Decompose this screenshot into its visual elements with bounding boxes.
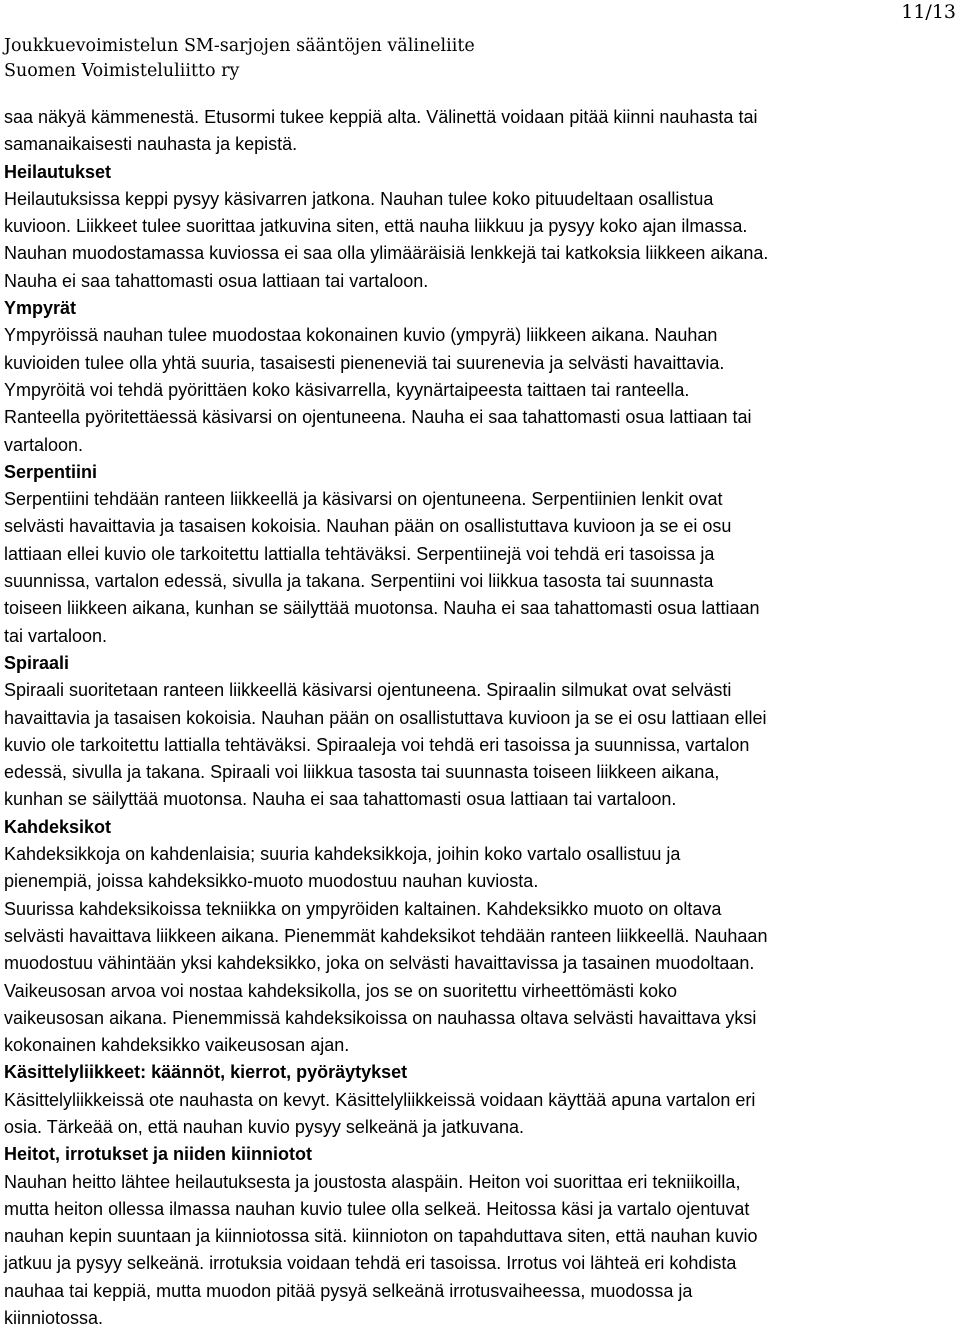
body-text-line: Käsittelyliikkeissä ote nauhasta on kevyt. Käsittelyliikkeissä voidaan käyttää apuna vartalon eri: [4, 1089, 756, 1110]
body-text-line: kokonainen kahdeksikko vaikeusosan ajan.: [4, 1035, 350, 1056]
section-heading: Käsittelyliikkeet: käännöt, kierrot, pyöräytykset: [4, 1062, 408, 1083]
body-text-line: jatkuu ja pysyy selkeänä. irrotuksia voidaan tehdä eri tasoissa. Irrotus voi lähteä eri kohdista: [4, 1253, 737, 1274]
body-text-line: vartaloon.: [4, 434, 84, 455]
section-heading: Heilautukset: [4, 161, 112, 182]
body-text-line: Suurissa kahdeksikoissa tekniikka on ympyröiden kaltainen. Kahdeksikko muoto on oltava: [4, 898, 722, 919]
body-text-line: havaittavia ja tasaisen kokoisia. Nauhan pään on osallistuttava kuvioon ja se ei osu lattiaan ellei: [4, 707, 767, 728]
body-text-line: selvästi havaittavia ja tasaisen kokoisia. Nauhan pään on osallistuttava kuvioon ja se ei osu: [4, 516, 732, 537]
header-title: Joukkuevoimistelun SM-sarjojen sääntöjen välineliite: [4, 36, 475, 56]
document-header: [4, 34, 475, 83]
page-number: 11/13: [901, 1, 956, 23]
body-text-line: nauhan kepin suuntaan ja kiinniotossa sitä. kiinnioton on tapahduttava siten, että nauhan kuvio: [4, 1226, 758, 1247]
body-text-line: lattiaan ellei kuvio ole tarkoitettu lattialla tehtäväksi. Serpentiinejä voi tehdä eri tasoissa ja: [4, 543, 715, 564]
body-text-line: osia. Tärkeää on, että nauhan kuvio pysyy selkeänä ja jatkuvana.: [4, 1116, 524, 1137]
body-text-line: Serpentiini tehdään ranteen liikkeellä ja käsivarsi on ojentuneena. Serpentiinien lenkit ovat: [4, 489, 723, 510]
body-text-line: kiinniotossa.: [4, 1308, 104, 1329]
body-text-line: saa näkyä kämmenestä. Etusormi tukee keppiä alta. Välinettä voidaan pitää kiinni nauhasta tai: [4, 107, 758, 127]
body-text-line: samanaikaisesti nauhasta ja kepistä.: [4, 134, 298, 155]
body-text-line: kuvio ole tarkoitettu lattialla tehtäväksi. Spiraaleja voi tehdä eri tasoissa ja suunnissa, vartalon: [4, 734, 750, 755]
document-body: [4, 104, 952, 1332]
body-text-line: Ympyröissä nauhan tulee muodostaa kokonainen kuvio (ympyrä) liikkeen aikana. Nauhan: [4, 325, 718, 346]
body-text-line: Ranteella pyöritettäessä käsivarsi on ojentuneena. Nauha ei saa tahattomasti osua lattiaan tai: [4, 407, 752, 428]
section-heading: Heitot, irrotukset ja niiden kiinniotot: [4, 1144, 313, 1165]
body-text-line: kunhan se säilyttää muotonsa. Nauha ei saa tahattomasti osua lattiaan tai vartaloon.: [4, 789, 677, 810]
body-text-line: pienempiä, joissa kahdeksikko-muoto muodostuu nauhan kuviosta.: [4, 871, 539, 892]
section-heading: Serpentiini: [4, 461, 98, 482]
section-heading: Ympyrät: [4, 298, 77, 319]
body-text-line: Nauhan muodostamassa kuviossa ei saa olla ylimääräisiä lenkkejä tai katkoksia liikkeen aikana.: [4, 243, 769, 264]
body-text-line: Nauha ei saa tahattomasti osua lattiaan tai vartaloon.: [4, 270, 429, 291]
body-text-line: kuvioon. Liikkeet tulee suorittaa jatkuvina siten, että nauha liikkuu ja pysyy koko ajan ilmassa.: [4, 216, 748, 237]
body-text-line: vaikeusosan aikana. Pienemmissä kahdeksikoissa on nauhassa oltava selvästi havaittava yksi: [4, 1007, 757, 1028]
body-text-line: Vaikeusosan arvoa voi nostaa kahdeksikolla, jos se on suoritettu virheettömästi koko: [4, 980, 678, 1001]
body-text-line: mutta heiton ollessa ilmassa nauhan kuvio tulee olla selkeä. Heitossa käsi ja vartalo ojentuvat: [4, 1198, 750, 1219]
body-text-line: suunnissa, vartalon edessä, sivulla ja takana. Serpentiini voi liikkua tasosta tai suunnasta: [4, 571, 714, 592]
header-organization: Suomen Voimisteluliitto ry: [4, 60, 240, 81]
body-text-line: edessä, sivulla ja takana. Spiraali voi liikkua tasosta tai suunnasta toiseen liikkeen aikana,: [4, 762, 720, 783]
body-text-line: toiseen liikkeen aikana, kunhan se säilyttää muotonsa. Nauha ei saa tahattomasti osua lattiaan: [4, 598, 760, 619]
body-text-line: muodostuu vähintään yksi kahdeksikko, joka on selvästi havaittavissa ja tasainen muodoltaan.: [4, 953, 755, 974]
body-text-line: Nauhan heitto lähtee heilautuksesta ja joustosta alaspäin. Heiton voi suorittaa eri tekniikoilla,: [4, 1171, 741, 1192]
body-text-line: Heilautuksissa keppi pysyy käsivarren jatkona. Nauhan tulee koko pituudeltaan osallistua: [4, 188, 714, 209]
section-heading: Spiraali: [4, 652, 70, 673]
section-heading: Kahdeksikot: [4, 816, 112, 837]
body-text-line: kuvioiden tulee olla yhtä suuria, tasaisesti pieneneviä tai suurenevia ja selvästi havaittavia.: [4, 352, 725, 373]
body-text-line: selvästi havaittava liikkeen aikana. Pienemmät kahdeksikot tehdään ranteen liikkeellä. Nauhaan: [4, 925, 768, 946]
body-text-line: tai vartaloon.: [4, 625, 108, 646]
body-text-line: Kahdeksikkoja on kahdenlaisia; suuria kahdeksikkoja, joihin koko vartalo osallistuu ja: [4, 844, 681, 865]
body-text-line: nauhaa tai keppiä, mutta muodon pitää pysyä selkeänä irrotusvaiheessa, muodossa ja: [4, 1280, 693, 1301]
body-text-line: Ympyröitä voi tehdä pyörittäen koko käsivarrella, kyynärtaipeesta taittaen tai ranteella.: [4, 379, 690, 400]
body-text-line: Spiraali suoritetaan ranteen liikkeellä käsivarsi ojentuneena. Spiraalin silmukat ovat selvästi: [4, 680, 732, 701]
